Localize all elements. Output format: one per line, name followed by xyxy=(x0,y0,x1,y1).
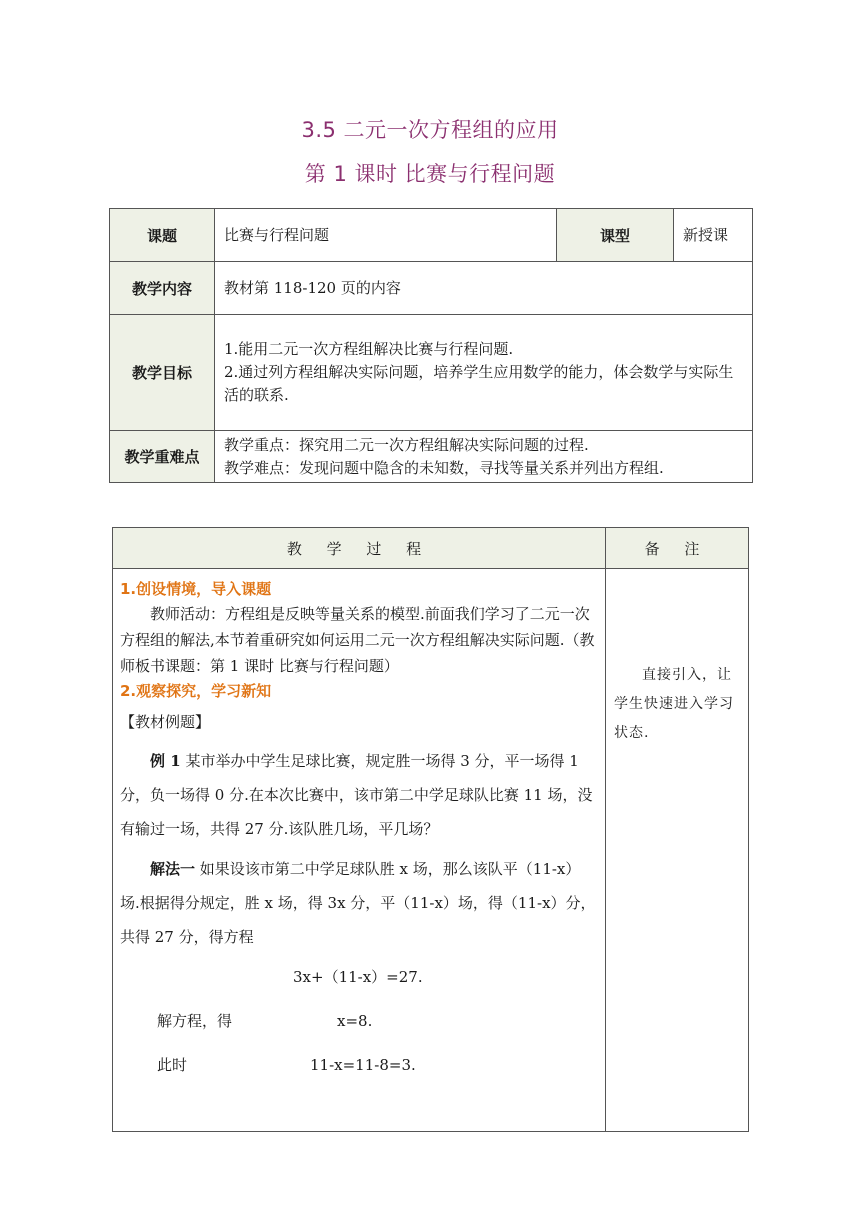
solution-paragraph xyxy=(120,852,597,954)
content-value: 教材第 118-120 页的内容 xyxy=(215,262,753,315)
topic-value: 比赛与行程问题 xyxy=(215,209,557,262)
goal-content xyxy=(215,315,753,431)
note-content xyxy=(606,569,749,1132)
textbook-example-label: 【教材例题】 xyxy=(120,713,211,731)
topic-label: 课题 xyxy=(110,209,215,262)
then-line xyxy=(120,1048,597,1092)
process-header: 教 学 过 程 xyxy=(113,528,606,569)
lesson-info-table xyxy=(109,208,753,483)
equation-line xyxy=(120,960,597,1004)
type-value: 新授课 xyxy=(674,209,753,262)
process-header-row xyxy=(113,528,749,569)
section-2-heading: 2.观察探究，学习新知 xyxy=(120,682,272,700)
example-label: 例 1 xyxy=(150,752,181,770)
content-label: 教学内容 xyxy=(110,262,215,315)
section-1-text: 教师活动：方程组是反映等量关系的模型.前面我们学习了二元一次方程组的解法,本节着重研究如何运用二元一次方程组解决实际问题.（教师板书课题：第 1 课时 比赛与行程问题） xyxy=(120,605,595,675)
content-row xyxy=(110,262,753,315)
teaching-process-table xyxy=(112,527,749,1132)
solution-label: 解法一 xyxy=(150,860,196,878)
type-label: 课型 xyxy=(557,209,674,262)
example-paragraph xyxy=(120,744,597,846)
solve-result: x=8. xyxy=(337,1012,373,1030)
solve-label: 解方程，得 xyxy=(157,1012,233,1030)
process-content xyxy=(113,569,606,1132)
keypoint-line-1: 教学重点：探究用二元一次方程组解决实际问题的过程. xyxy=(224,435,589,454)
note-header: 备 注 xyxy=(606,528,749,569)
equation: 3x+（11-x）=27. xyxy=(293,968,423,986)
keypoint-label: 教学重难点 xyxy=(110,431,215,483)
then-result: 11-x=11-8=3. xyxy=(310,1056,416,1074)
lesson-subtitle: 第 1 课时 比赛与行程问题 xyxy=(304,162,556,186)
keypoint-line-2: 教学难点：发现问题中隐含的未知数，寻找等量关系并列出方程组. xyxy=(224,458,664,477)
goal-label: 教学目标 xyxy=(110,315,215,431)
solution-text: 如果设该市第二中学足球队胜 x 场，那么该队平（11-x）场.根据得分规定，胜 x 场，得 3x 分，平（11-x）场，得（11-x）分，共得 27 分，得方程 xyxy=(120,860,596,946)
process-body-row xyxy=(113,569,749,1132)
note-text: 直接引入，让学生快速进入学习状态. xyxy=(614,667,734,741)
goal-line-2: 2.通过列方程组解决实际问题，培养学生应用数学的能力，体会数学与实际生活的联系. xyxy=(224,363,734,404)
section-1-heading: 1.创设情境，导入课题 xyxy=(120,580,272,598)
goal-line-1: 1.能用二元一次方程组解决比赛与行程问题. xyxy=(224,340,514,358)
keypoint-content xyxy=(215,431,753,483)
keypoint-row xyxy=(110,431,753,483)
goal-row xyxy=(110,315,753,431)
solve-line xyxy=(120,1004,597,1048)
topic-row xyxy=(110,209,753,262)
example-text: 某市举办中学生足球比赛，规定胜一场得 3 分，平一场得 1 分，负一场得 0 分.在本次比赛中，该市第二中学足球队比赛 11 场，没有输过一场，共得 27 分.该队胜几场，平几场？ xyxy=(120,752,593,838)
then-label: 此时 xyxy=(157,1056,188,1074)
lesson-title: 3.5 二元一次方程组的应用 xyxy=(301,118,559,142)
